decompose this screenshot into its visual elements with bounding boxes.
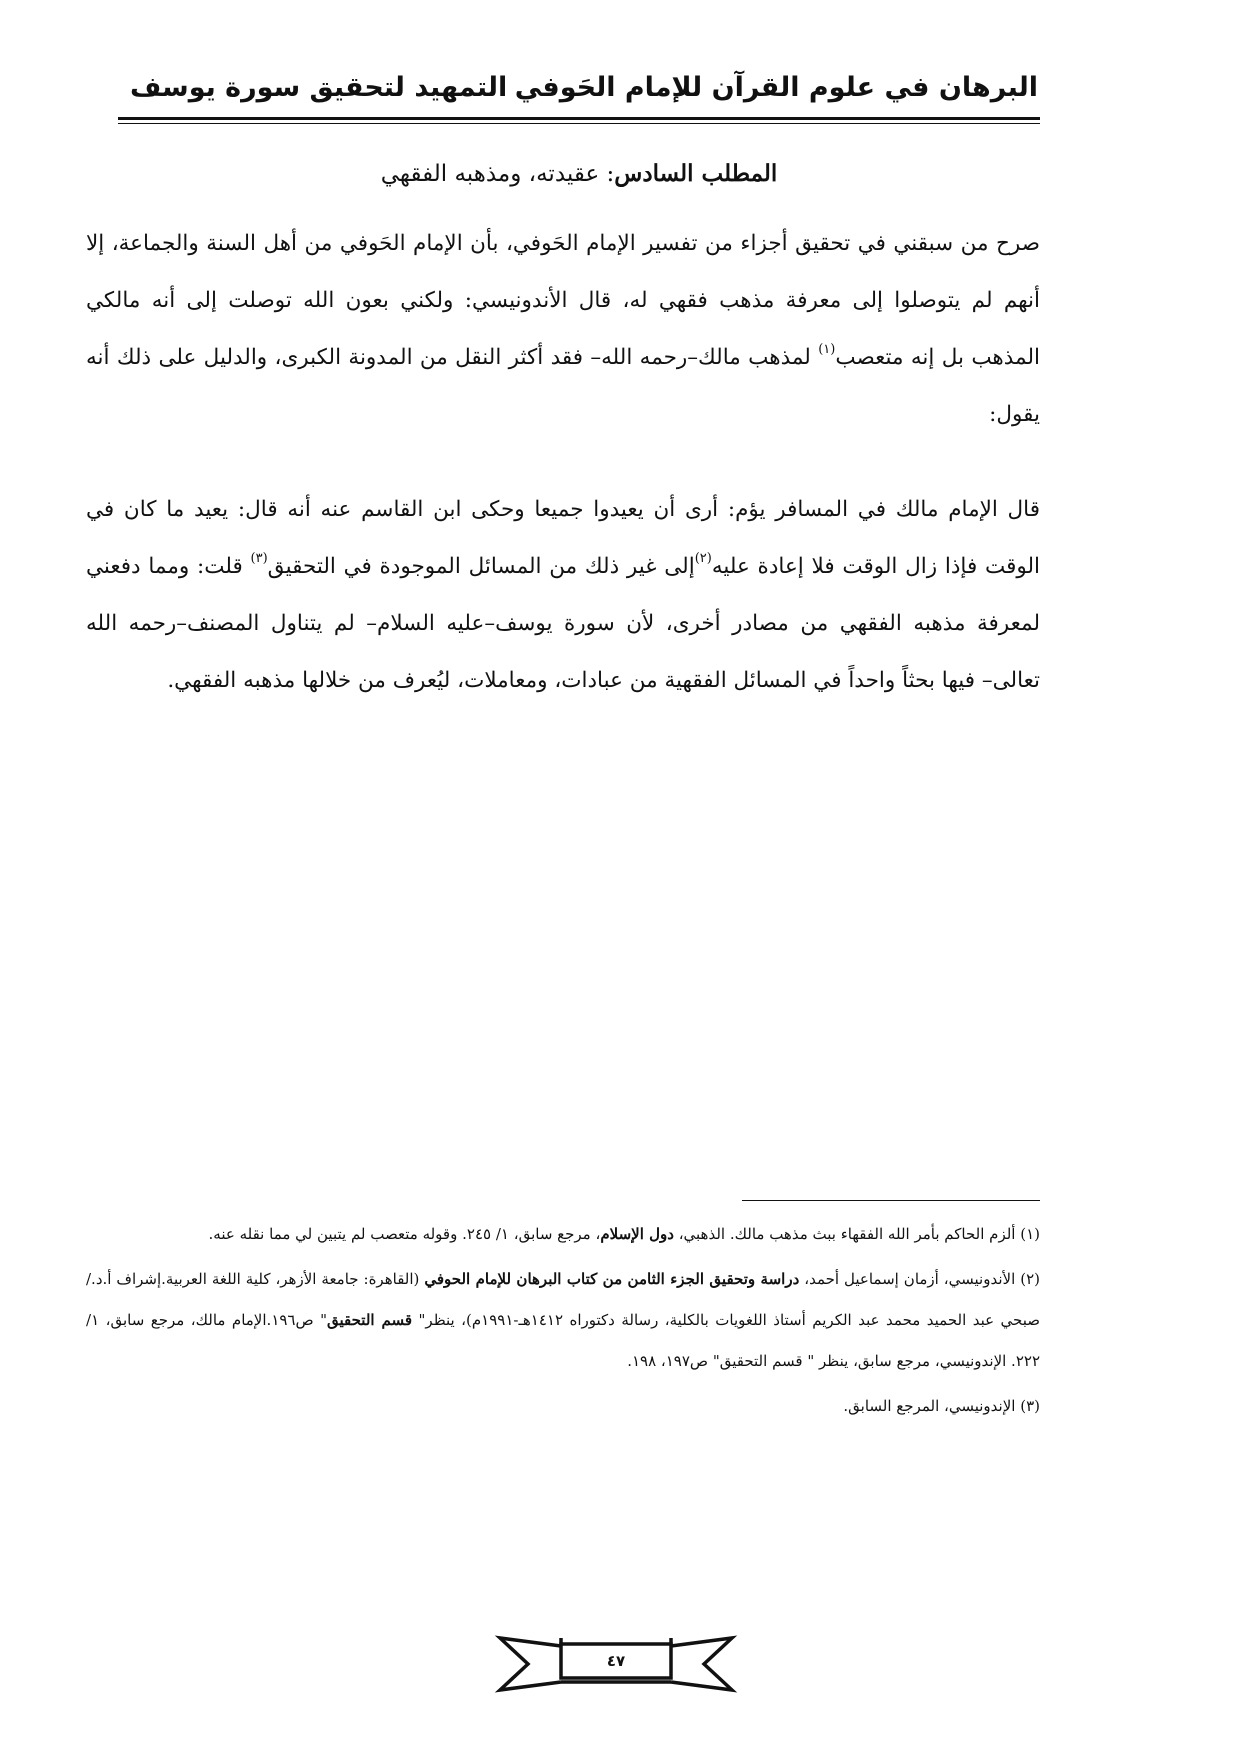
- section-heading-label: المطلب السادس: [614, 160, 778, 187]
- paragraph-2-text-b: إلى غير ذلك من المسائل الموجودة في التحقيق: [267, 554, 695, 579]
- footnote-2-section-ref: قسم التحقيق: [327, 1311, 413, 1329]
- footnote-1-text-b: ، مرجع سابق، ١/ ٢٤٥. وقوله متعصب لم يتبين لي مما نقله عنه.: [208, 1225, 601, 1243]
- footnote-3: (٣) الإندونيسي، المرجع السابق.: [843, 1397, 1040, 1415]
- footnote-2-source-title: دراسة وتحقيق الجزء الثامن من كتاب البرهان للإمام الحوفي: [424, 1270, 800, 1288]
- section-heading-text: : عقيدته، ومذهبه الفقهي: [380, 161, 615, 187]
- paragraph-1-text-a: صرح من سبقني في تحقيق أجزاء من تفسير الإمام الحَوفي، بأن الإمام الحَوفي من أهل السنة والجماعة، إلا أنهم لم يتوصلوا إلى معرفة مذهب فقهي له، قال الأندونيسي: ولكني بعون الله توصلت إلى أنه مالكي المذهب بل إنه متعصب: [86, 231, 1041, 370]
- footnote-separator: [742, 1200, 1040, 1201]
- header-double-rule: [118, 117, 1040, 124]
- paragraph-2-text-a: قال الإمام مالك في المسافر يؤم: أرى أن يعيدوا جميعا وحكى ابن القاسم عنه أنه قال: يعيد ما كان في الوقت فإذا زال الوقت فلا إعادة عليه: [86, 497, 1040, 579]
- footnote-ref-1[interactable]: (١): [818, 342, 836, 357]
- paragraph-2-text-c: قلت: ومما دفعني لمعرفة مذهبه الفقهي من مصادر أخرى، لأن سورة يوسف–عليه السلام– لم يتناول المصنف–رحمه الله تعالى– فيها بحثاً واحداً في المسائل الفقهية من عبادات، ومعاملات، ليُعرف من خلالها مذهبه الفقهي.: [86, 554, 1040, 693]
- paragraph-2: [86, 481, 1040, 709]
- footnote-ref-3[interactable]: (٣): [250, 551, 268, 566]
- footnote-2-text-c: " ص١٩٦.الإمام مالك، مرجع سابق، ١/ ٢٢٢. الإندونيسي، مرجع سابق، ينظر " قسم التحقيق" ص١٩٧، ١٩٨.: [86, 1311, 1040, 1370]
- page-number: ٤٧: [606, 1652, 626, 1670]
- footnotes: [86, 1214, 1040, 1431]
- footnote-1: [86, 1214, 1040, 1255]
- chapter-title: التمهيد لتحقيق سورة يوسف: [130, 72, 508, 103]
- footnote-2-text-a: (٢) الأندونيسي، أزمان إسماعيل أحمد،: [799, 1270, 1040, 1288]
- book-title: البرهان في علوم القرآن للإمام الحَوفي: [514, 72, 1038, 103]
- paragraph-1-text-b: لمذهب مالك–رحمه الله– فقد أكثر النقل من المدونة الكبرى، والدليل على ذلك أنه يقول:: [86, 345, 1040, 427]
- running-header: [118, 72, 1038, 112]
- paragraph-1: [86, 215, 1040, 443]
- section-heading: [118, 160, 1040, 187]
- footnote-1-source-title: دول الإسلام: [600, 1225, 674, 1243]
- footnote-ref-2[interactable]: (٢): [694, 551, 712, 566]
- footnote-2-text-b: (القاهرة: جامعة الأزهر، كلية اللغة العربية.إشراف أ.د./ صبحي عبد الحميد محمد عبد الكريم أستاذ اللغويات بالكلية، رسالة دكتوراه ١٤١٢هـ-١٩٩١م)، ينظر": [86, 1270, 1041, 1329]
- footnote-1-text-a: (١) ألزم الحاكم بأمر الله الفقهاء ببث مذهب مالك. الذهبي،: [673, 1225, 1040, 1243]
- footnote-2: [86, 1259, 1040, 1382]
